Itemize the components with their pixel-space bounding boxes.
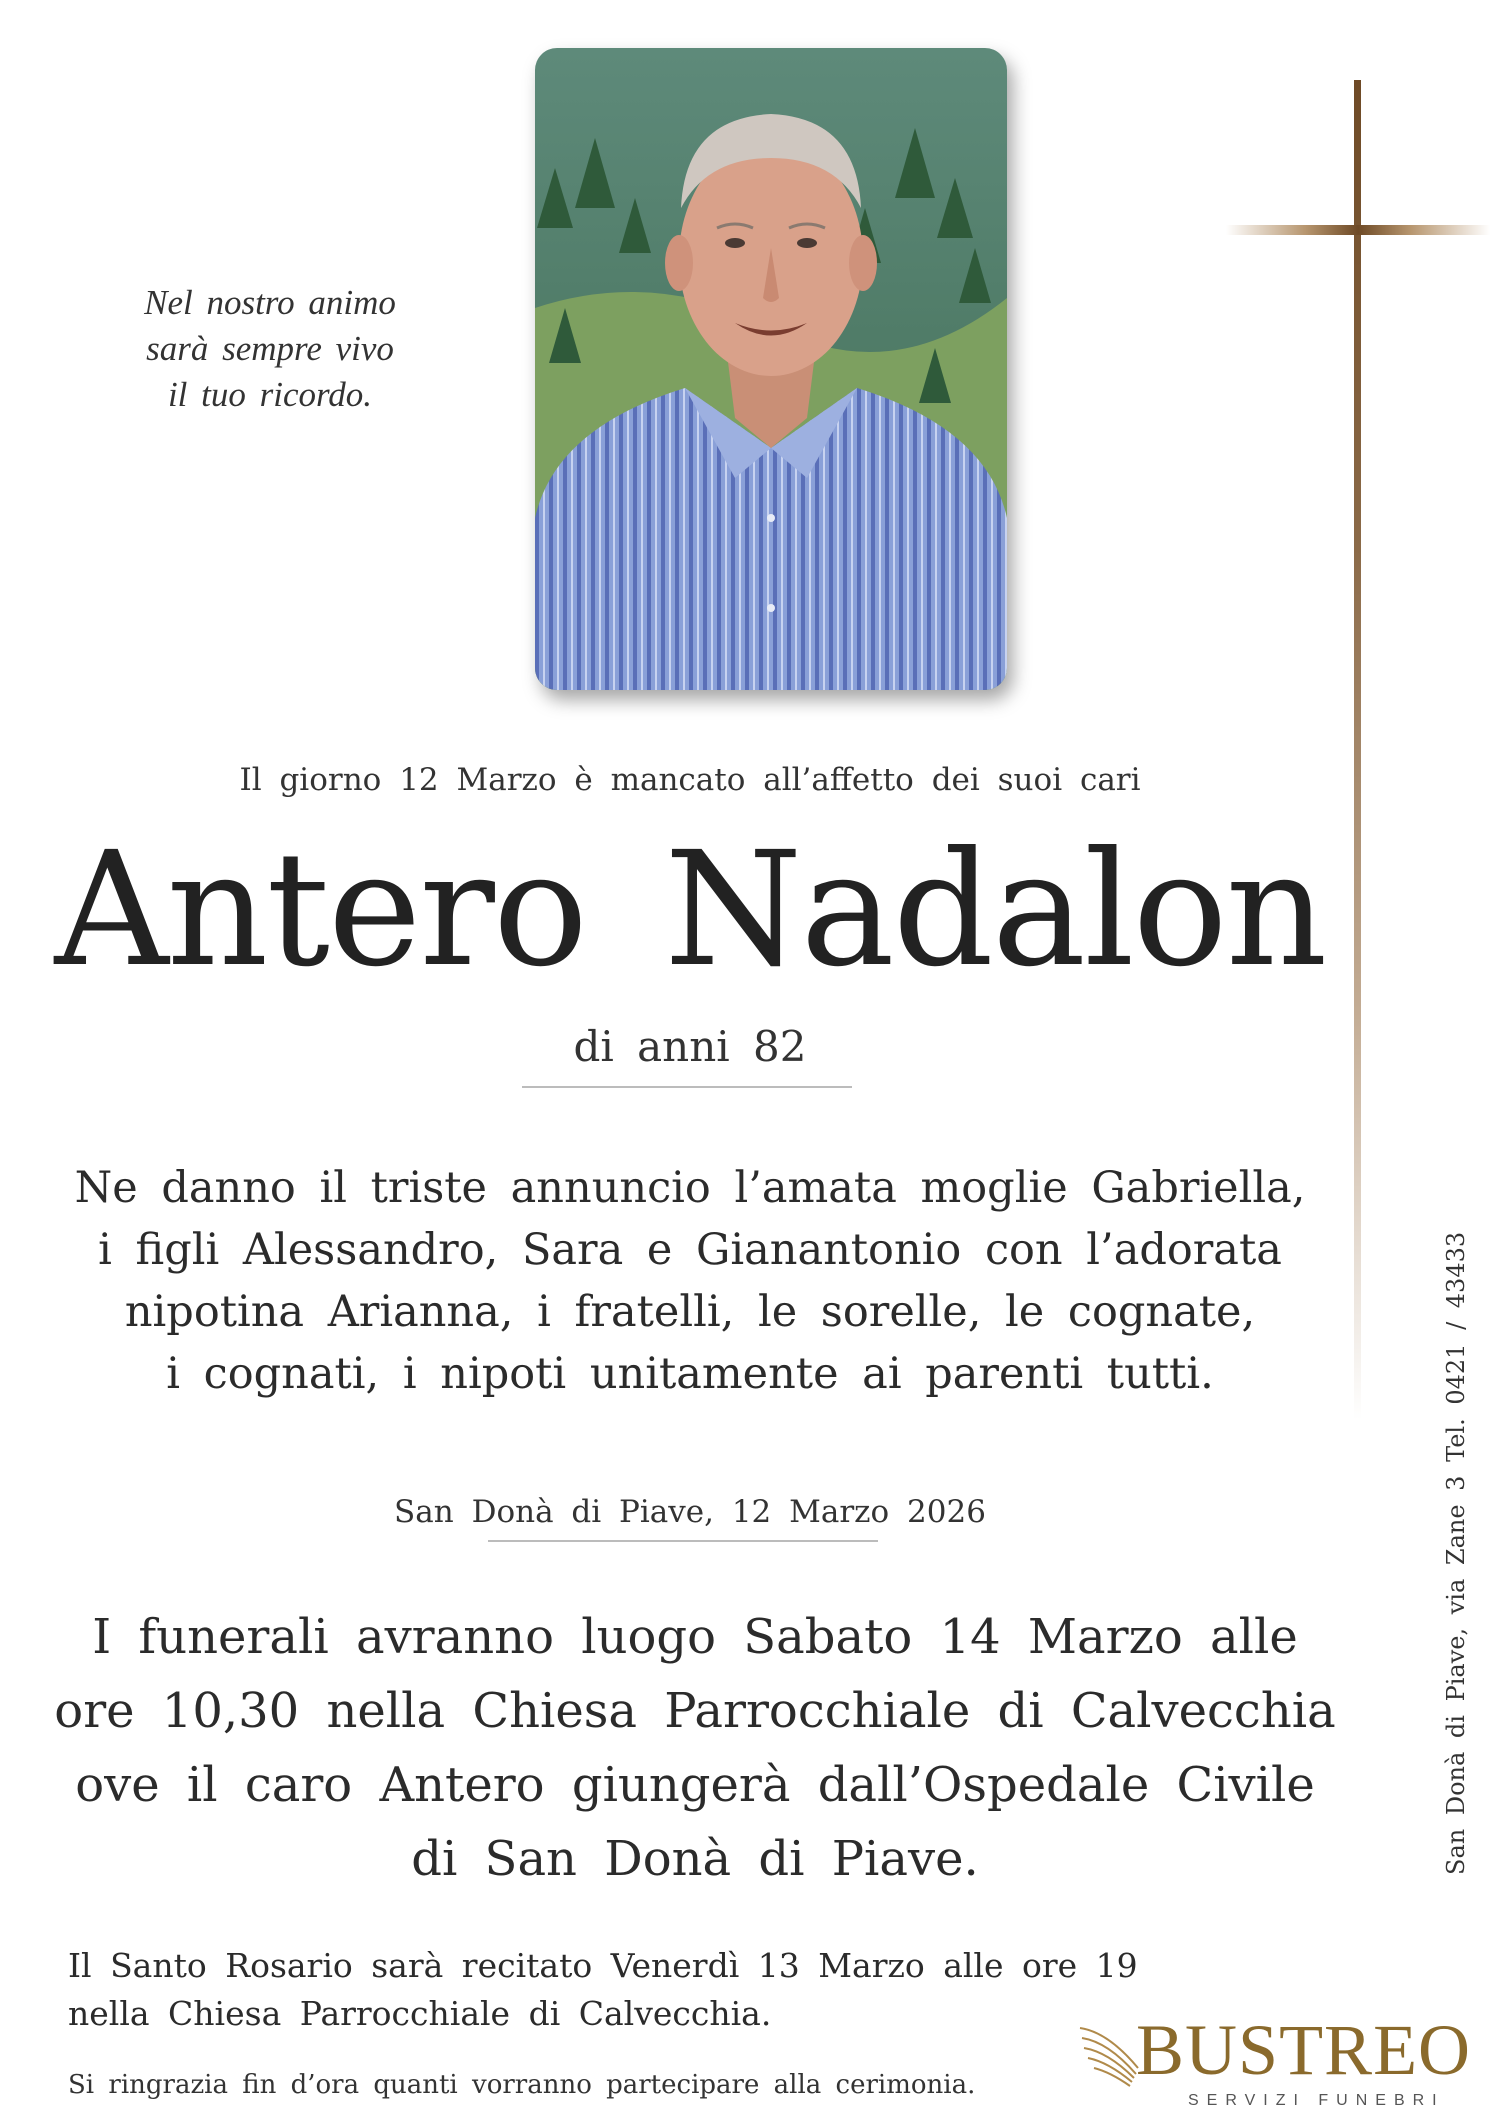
bustreo-logo bbox=[1078, 2010, 1498, 2115]
funeral-line: I funerali avranno luogo Sabato 14 Marzo alle bbox=[92, 1609, 1298, 1665]
death-intro: Il giorno 12 Marzo è mancato all’affetto dei suoi cari bbox=[239, 762, 1141, 798]
funeral-line: di San Donà di Piave. bbox=[411, 1831, 979, 1887]
memorial-quote bbox=[90, 280, 450, 418]
quote-line: sarà sempre vivo bbox=[146, 329, 394, 368]
announcement-text bbox=[40, 1157, 1340, 1405]
logo-wordmark: BUSTREO bbox=[1136, 2010, 1472, 2090]
portrait-photo bbox=[535, 48, 1007, 690]
announcement-line: Ne danno il triste annuncio l’amata moglie Gabriella, bbox=[74, 1163, 1306, 1213]
cross-vertical-bar bbox=[1354, 80, 1361, 1420]
divider bbox=[488, 1540, 878, 1542]
funeral-line: ove il caro Antero giungerà dall’Ospedale Civile bbox=[75, 1757, 1315, 1813]
rosary-details bbox=[68, 1942, 1168, 2038]
deceased-name: Antero Nadalon bbox=[54, 818, 1326, 1002]
cross-horizontal-bar bbox=[1226, 225, 1490, 235]
quote-line: il tuo ricordo. bbox=[167, 375, 373, 414]
funeral-details bbox=[30, 1600, 1360, 1896]
logo-tagline: SERVIZI FUNEBRI bbox=[1188, 2092, 1445, 2109]
announcement-line: i figli Alessandro, Sara e Gianantonio con l’adorata bbox=[98, 1225, 1282, 1275]
funeral-line: ore 10,30 nella Chiesa Parrocchiale di Calvecchia bbox=[54, 1683, 1336, 1739]
thanks-note: Si ringrazia fin d’ora quanti vorranno partecipare alla cerimonia. bbox=[68, 2070, 976, 2100]
announcement-line: i cognati, i nipoti unitamente ai parenti tutti. bbox=[166, 1349, 1214, 1399]
contact-info: San Donà di Piave, via Zane 3 Tel. 0421 / 43433 bbox=[1442, 1231, 1470, 1875]
rosary-line: Il Santo Rosario sarà recitato Venerdì 13 Marzo alle ore 19 bbox=[68, 1946, 1138, 1985]
deceased-age: di anni 82 bbox=[573, 1022, 807, 1071]
place-and-date: San Donà di Piave, 12 Marzo 2026 bbox=[394, 1494, 986, 1530]
announcement-line: nipotina Arianna, i fratelli, le sorelle, le cognate, bbox=[124, 1287, 1256, 1337]
quote-line: Nel nostro animo bbox=[144, 283, 396, 322]
divider bbox=[522, 1086, 852, 1088]
portrait-image bbox=[535, 48, 1007, 690]
wing-icon bbox=[1078, 2018, 1142, 2090]
rosary-line: nella Chiesa Parrocchiale di Calvecchia. bbox=[68, 1994, 772, 2033]
